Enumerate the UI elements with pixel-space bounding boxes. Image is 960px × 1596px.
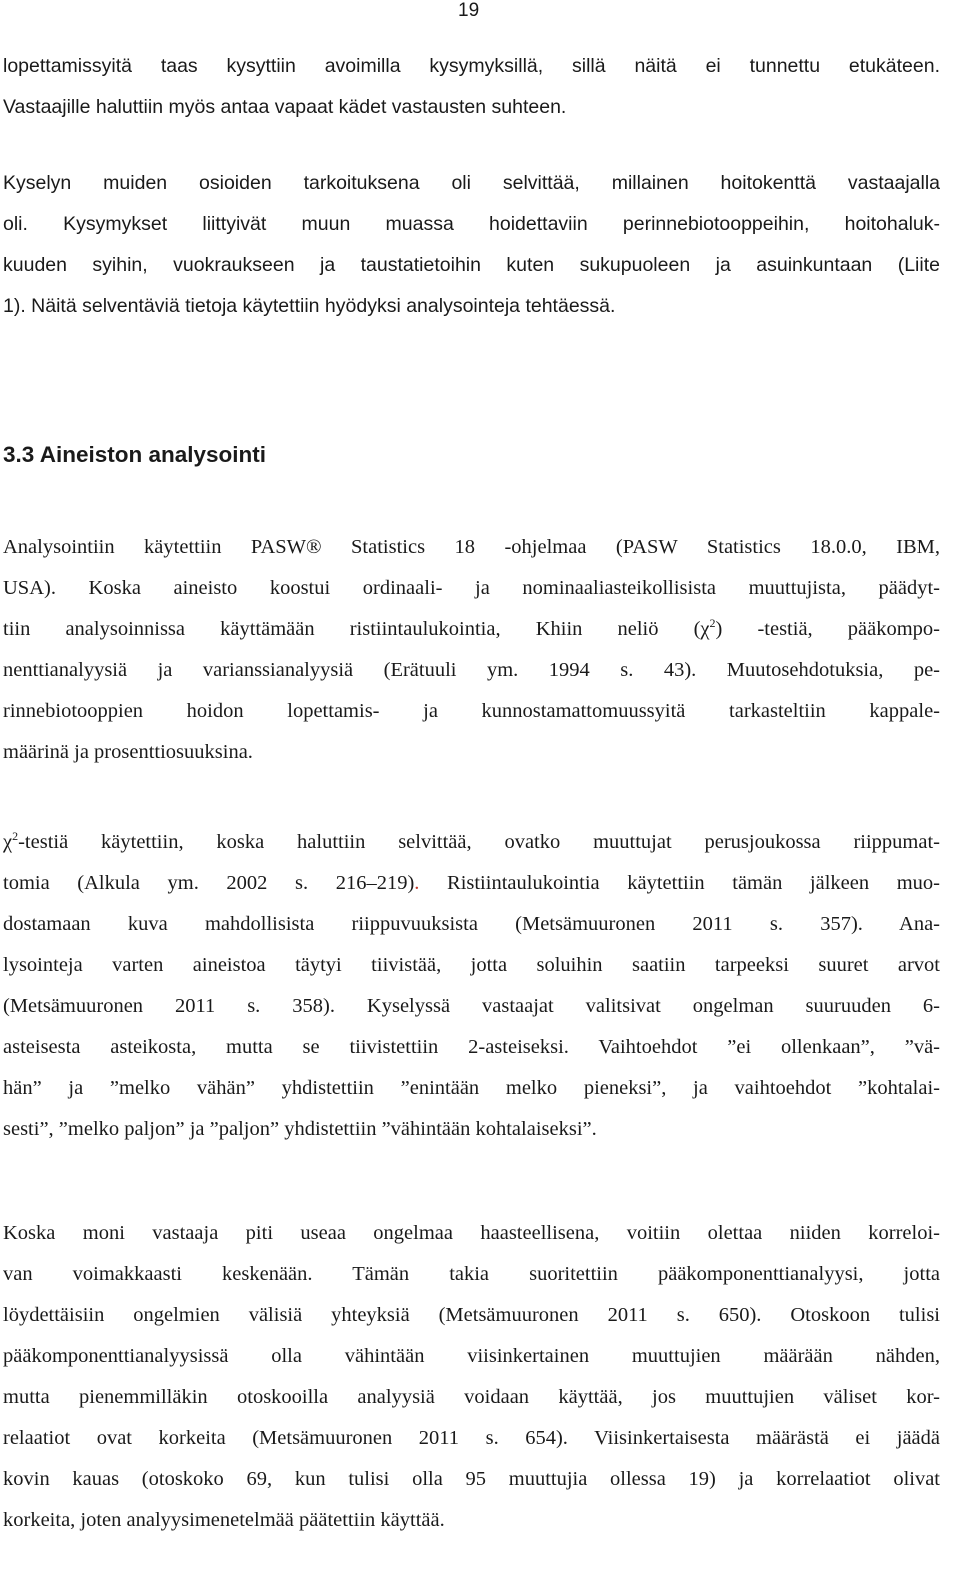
red-period: . (414, 872, 420, 894)
paragraph-survey-other-sections (3, 163, 940, 327)
text-line: dostamaan kuva mahdollisista riippuvuuksista (Metsämuuronen 2011 s. 357). Ana- (3, 913, 940, 935)
paragraph-principal-components (3, 1213, 940, 1541)
text-line (3, 822, 940, 863)
text-line: oli. Kysymykset liittyivät muun muassa hoidettaviin perinnebiotooppeihin, hoitohaluk- (3, 213, 940, 235)
text-line: sesti”, ”melko paljon” ja ”paljon” yhdistettiin ”vähintään kohtalaiseksi”. (3, 1118, 597, 1140)
text-line: kuuden syihin, vuokraukseen ja taustatietoihin kuten sukupuoleen ja asuinkuntaan (Liite (3, 254, 940, 276)
text-line: korkeita, joten analyysimenetelmää päätettiin käyttää. (3, 1509, 445, 1531)
text-line: lopettamissyitä taas kysyttiin avoimilla kysymyksillä, sillä näitä ei tunnettu etukäteen. (3, 55, 940, 77)
text-line: Kyselyn muiden osioiden tarkoituksena oli selvittää, millainen hoitokenttä vastaajalla (3, 172, 940, 194)
superscript: 2 (709, 616, 716, 630)
text-line (3, 863, 940, 904)
text-line: asteisesta asteikosta, mutta se tiivistettiin 2-asteiseksi. Vaihtoehdot ”ei ollenkaan”, ”vä- (3, 1036, 940, 1058)
paragraph-analysis-methods (3, 527, 940, 773)
section-heading: 3.3 Aineiston analysointi (3, 442, 266, 467)
text-line: USA). Koska aineisto koostui ordinaali- ja nominaaliasteikollisista muuttujista, päädyt- (3, 577, 940, 599)
text-segment: tomia (Alkula ym. 2002 s. 216–219) (3, 872, 415, 894)
text-segment: ) -testiä, pääkompo- (715, 618, 941, 640)
text-line: kovin kauas (otoskoko 69, kun tulisi olla 95 muuttujia ollessa 19) ja korrelaatiot olivat (3, 1468, 940, 1490)
text-line: määrinä ja prosenttiosuuksina. (3, 741, 253, 763)
paragraph-survey-open-questions (3, 46, 940, 128)
text-line: Analysointiin käytettiin PASW® Statistics 18 -ohjelmaa (PASW Statistics 18.0.0, IBM, (3, 536, 940, 558)
text-line: rinnebiotooppien hoidon lopettamis- ja kunnostamattomuussyitä tarkasteltiin kappale- (3, 700, 940, 722)
text-line: pääkomponenttianalyysissä olla vähintään viisinkertainen muuttujien määrään nähden, (3, 1345, 940, 1367)
text-line: nenttianalyysiä ja varianssianalyysiä (Erätuuli ym. 1994 s. 43). Muutosehdotuksia, pe- (3, 659, 940, 681)
text-line: löydettäisiin ongelmien välisiä yhteyksiä (Metsämuuronen 2011 s. 650). Otoskoon tulisi (3, 1304, 940, 1326)
text-line: van voimakkaasti keskenään. Tämän takia suoritettiin pääkomponenttianalyysi, jotta (3, 1263, 940, 1285)
paragraph-chi-square (3, 822, 940, 1150)
text-segment: tiin analysoinnissa käyttämään ristiintaulukointia, Khiin neliö (χ (3, 618, 710, 640)
text-line: relaatiot ovat korkeita (Metsämuuronen 2011 s. 654). Viisinkertaisesta määrästä ei jäädä (3, 1427, 940, 1449)
text-line: hän” ja ”melko vähän” yhdistettiin ”enintään melko pieneksi”, ja vaihtoehdot ”kohtalai- (3, 1077, 940, 1099)
chi-symbol: χ (3, 831, 13, 853)
text-line: 1). Näitä selventäviä tietoja käytettiin hyödyksi analysointeja tehtäessä. (3, 295, 616, 317)
text-line: lysointeja varten aineistoa täytyi tiivistää, jotta soluihin saatiin tarpeeksi suuret arvot (3, 954, 940, 976)
text-line (3, 609, 940, 650)
text-line: (Metsämuuronen 2011 s. 358). Kyselyssä vastaajat valitsivat ongelman suuruuden 6- (3, 995, 940, 1017)
text-segment: Ristiintaulukointia käytettiin tämän jälkeen muo- (419, 872, 940, 894)
text-line: Vastaajille haluttiin myös antaa vapaat kädet vastausten suhteen. (3, 96, 567, 118)
superscript: 2 (12, 829, 19, 843)
page-number: 19 (458, 0, 480, 21)
text-line: mutta pienemmilläkin otoskooilla analyysiä voidaan käyttää, jos muuttujien väliset kor- (3, 1386, 940, 1408)
text-line: Koska moni vastaaja piti useaa ongelmaa haasteellisena, voitiin olettaa niiden korreloi- (3, 1222, 940, 1244)
text-segment: -testiä käytettiin, koska haluttiin selvittää, ovatko muuttujat perusjoukossa riippumat- (18, 831, 940, 853)
